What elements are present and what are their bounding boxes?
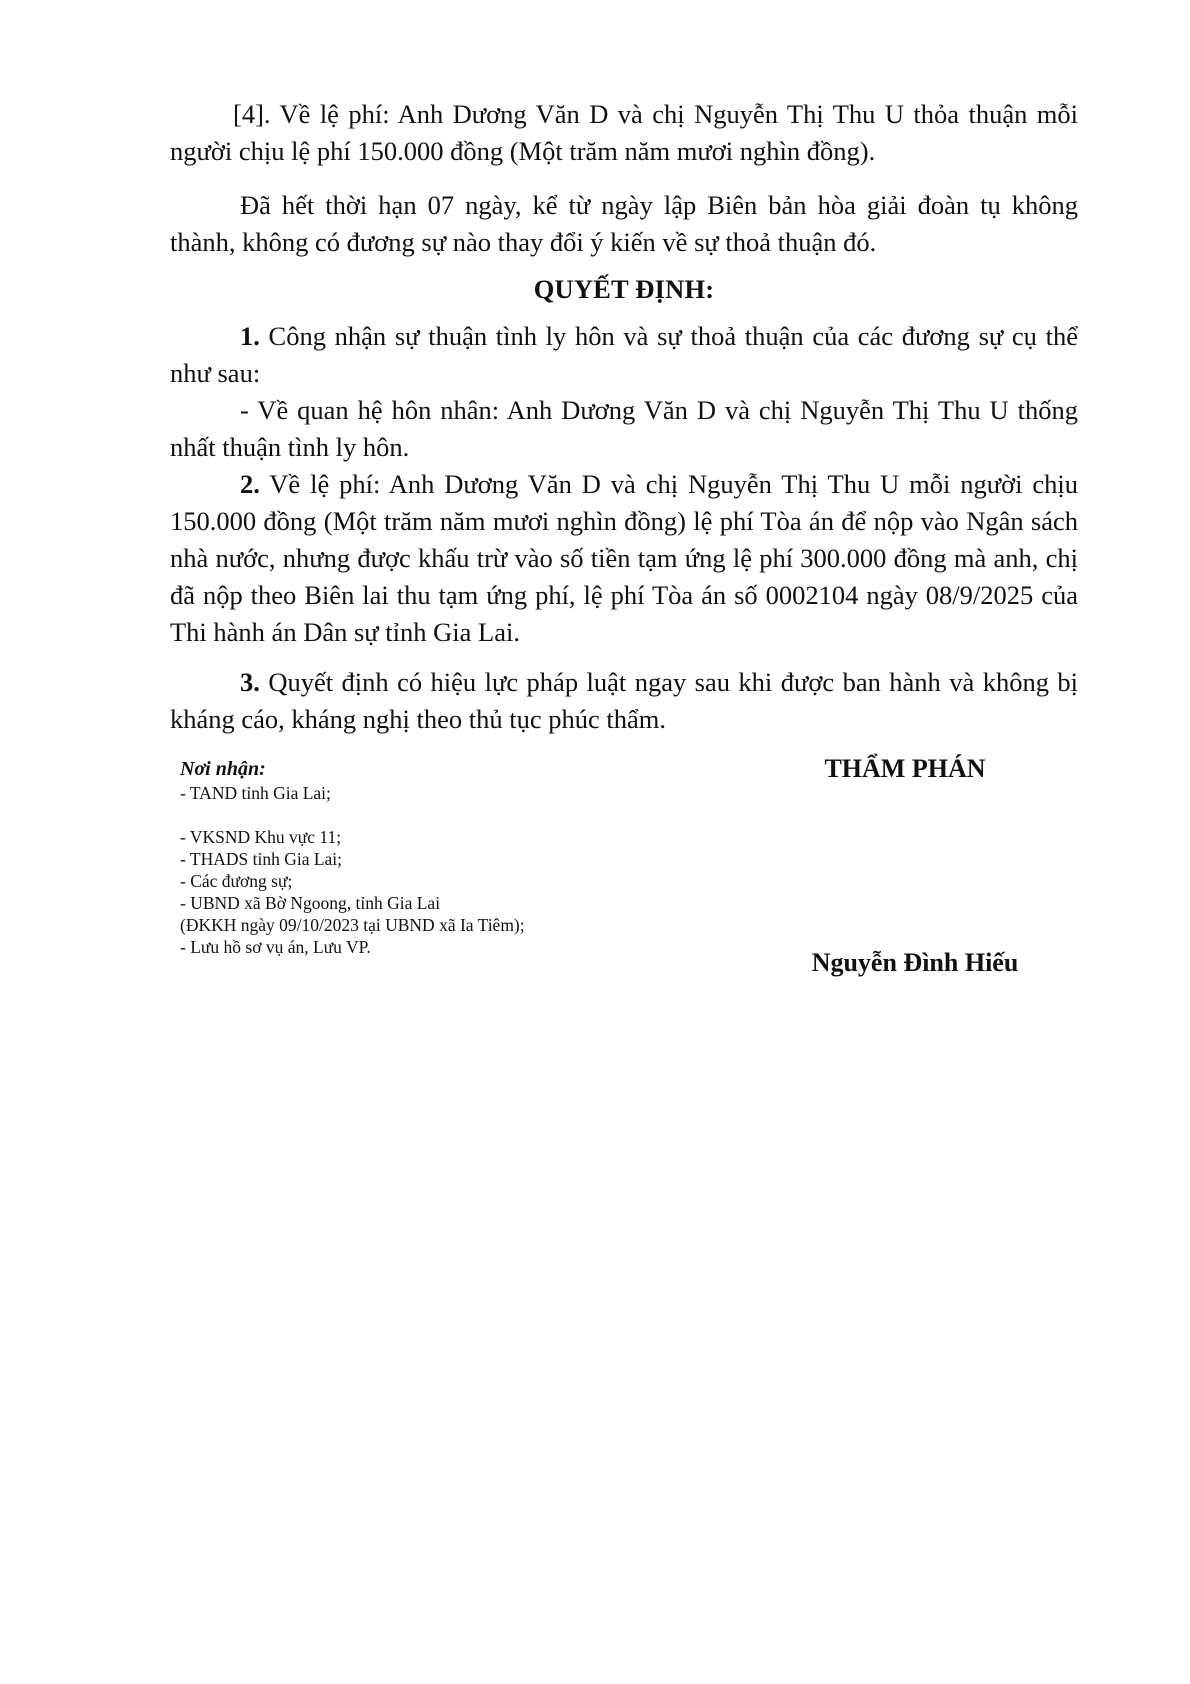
recipient-item: - THADS tỉnh Gia Lai; xyxy=(180,849,343,869)
decision-item-1-sub: - Về quan hệ hôn nhân: Anh Dương Văn D và chị Nguyễn Thị Thu U thống nhất thuận tình ly hôn. xyxy=(170,395,1078,462)
signature-title: THẨM PHÁN xyxy=(824,754,986,783)
paragraph-fee-agreement: [4]. Về lệ phí: Anh Dương Văn D và chị Nguyễn Thị Thu U thỏa thuận mỗi người chịu lệ phí 150.000 đồng (Một trăm năm mươi nghìn đồng). xyxy=(170,99,1078,166)
item-1-number: 1. xyxy=(240,321,260,351)
document-body xyxy=(170,96,1078,738)
item-1-text: Công nhận sự thuận tình ly hôn và sự thoả thuận của các đương sự cụ thể như sau: xyxy=(170,321,1078,388)
recipient-item: - UBND xã Bờ Ngoong, tỉnh Gia Lai xyxy=(180,893,441,913)
item-3-text: Quyết định có hiệu lực pháp luật ngay sau khi được ban hành và không bị kháng cáo, kháng nghị theo thủ tục phúc thẩm. xyxy=(170,667,1078,734)
item-2-text: Về lệ phí: Anh Dương Văn D và chị Nguyễn Thị Thu U mỗi người chịu 150.000 đồng (Một trăm năm mươi nghìn đồng) lệ phí Tòa án để nộp vào Ngân sách nhà nước, nhưng được khấu trừ vào số tiền tạm ứng lệ phí 300.000 đồng mà anh, chị đã nộp theo Biên lai thu tạm ứng phí, lệ phí Tòa án số 0002104 ngày 08/9/2025 của Thi hành án Dân sự tỉnh Gia Lai. xyxy=(170,469,1078,647)
decision-item-2 xyxy=(170,466,1078,651)
item-2-number: 2. xyxy=(240,469,260,499)
paragraph-time-limit: Đã hết thời hạn 07 ngày, kể từ ngày lập Biên bản hòa giải đoàn tụ không thành, không có đương sự nào thay đổi ý kiến về sự thoả thuận đó. xyxy=(170,190,1078,257)
signer-name: Nguyễn Đình Hiếu xyxy=(811,948,1019,977)
recipient-item: - Các đương sự; xyxy=(180,871,293,891)
recipient-item: (ĐKKH ngày 09/10/2023 tại UBND xã Ia Tiêm); xyxy=(180,915,525,935)
recipient-item: - TAND tỉnh Gia Lai; xyxy=(180,783,331,803)
recipient-spacer xyxy=(180,804,660,826)
recipient-item: - VKSND Khu vực 11; xyxy=(180,827,342,847)
decision-item-1 xyxy=(170,318,1078,392)
decision-item-3 xyxy=(170,664,1078,738)
recipients-title: Nơi nhận: xyxy=(180,758,266,780)
decision-heading: QUYẾT ĐỊNH: xyxy=(533,274,715,304)
item-3-number: 3. xyxy=(240,667,260,697)
recipients-block xyxy=(180,756,660,958)
recipient-item: - Lưu hồ sơ vụ án, Lưu VP. xyxy=(180,937,371,957)
